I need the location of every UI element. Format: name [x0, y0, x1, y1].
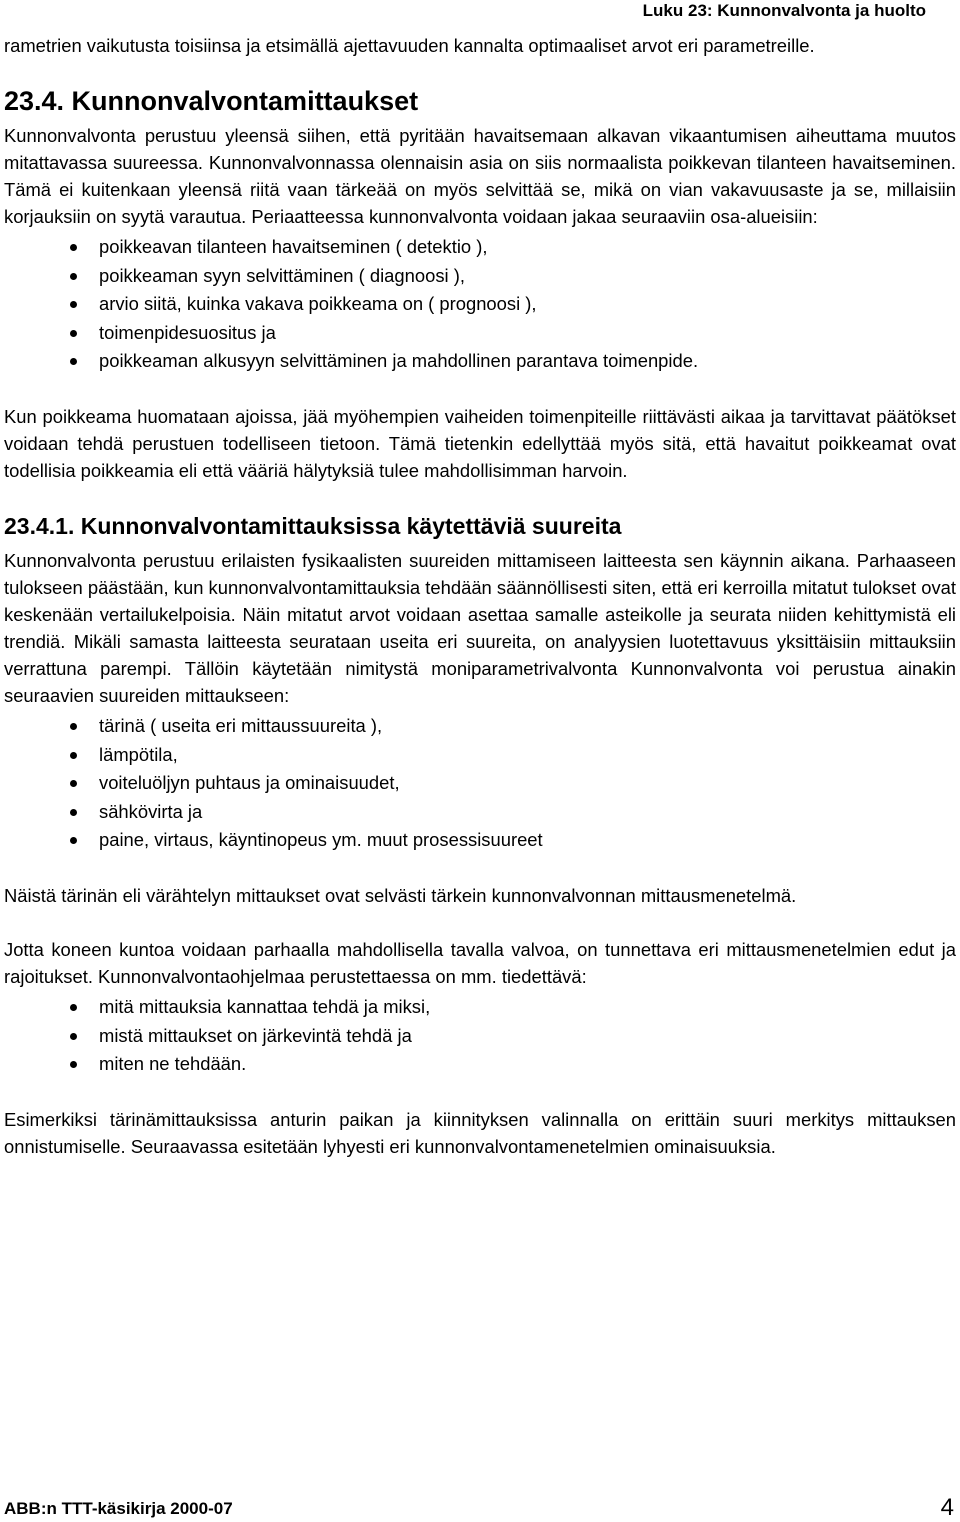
list-item: poikkeaman alkusyyn selvittäminen ja mahdollinen parantava toimenpide. — [99, 347, 956, 376]
page-number: 4 — [940, 1494, 954, 1521]
list-item: paine, virtaus, käyntinopeus ym. muut prosessisuureet — [99, 826, 956, 855]
list-item: arvio siitä, kuinka vakava poikkeama on ( prognoosi ), — [99, 290, 956, 319]
knowledge-list — [4, 993, 956, 1079]
subsection-paragraph-4: Esimerkiksi tärinämittauksissa anturin paikan ja kiinnityksen valinnalla on erittäin suuri merkitys mittauksen onnistumiselle. Seuraavassa esitetään lyhyesti eri kunnonvalvontamenetelmien ominaisuuksia. — [4, 1108, 956, 1157]
list-item: poikkeaman syyn selvittäminen ( diagnoosi ), — [99, 262, 956, 291]
list-item: sähkövirta ja — [99, 798, 956, 827]
section-paragraph-1: Kunnonvalvonta perustuu yleensä siihen, että pyritään havaitsemaan alkavan vikaantumisen aiheuttama muutos mitattavassa suureessa. Kunnonvalvonnassa olennaisin asia on siis normaalista poikkevan tilanteen havaitseminen. Tämä ei kuitenkaan yleensä riitä vaan tärkeää on myös selvittää se, mikä on vian vakavuusaste ja se, millaisiin korjauksiin on syytä varautua. Periaatteessa kunnonvalvonta voidaan jakaa seuraaviin osa-alueisiin: — [4, 125, 956, 227]
footer-document-name: ABB:n TTT-käsikirja 2000-07 — [4, 1499, 233, 1518]
page-header: Luku 23: Kunnonvalvonta ja huolto — [642, 1, 926, 20]
subsection-title: 23.4.1. Kunnonvalvontamittauksissa käytettäviä suureita — [4, 512, 622, 539]
list-item: miten ne tehdään. — [99, 1050, 956, 1079]
subsection-paragraph-2: Näistä tärinän eli värähtelyn mittaukset ovat selvästi tärkein kunnonvalvonnan mittausmenetelmä. — [4, 884, 797, 906]
intro-continuation: rametrien vaikutusta toisiinsa ja etsimällä ajettavuuden kannalta optimaaliset arvot eri parametreille. — [4, 35, 815, 56]
subareas-list — [4, 233, 956, 376]
section-paragraph-2: Kun poikkeama huomataan ajoissa, jää myöhempien vaiheiden toimenpiteille riittävästi aikaa ja tarvittavat päätökset voidaan tehdä perustuen todelliseen tietoon. Tämä tietenkin edellyttää myös sitä, että havaitut poikkeamat ovat todellisia poikkeamia eli että vääriä hälytyksiä tulee mahdollisimman harvoin. — [4, 405, 956, 481]
list-item: voiteluöljyn puhtaus ja ominaisuudet, — [99, 769, 956, 798]
list-item: mitä mittauksia kannattaa tehdä ja miksi, — [99, 993, 956, 1022]
list-item: lämpötila, — [99, 741, 956, 770]
list-item: mistä mittaukset on järkevintä tehdä ja — [99, 1022, 956, 1051]
section-title: 23.4. Kunnonvalvontamittaukset — [4, 86, 419, 116]
quantities-list — [4, 712, 956, 855]
list-item: poikkeavan tilanteen havaitseminen ( detektio ), — [99, 233, 956, 262]
subsection-paragraph-3: Jotta koneen kuntoa voidaan parhaalla mahdollisella tavalla valvoa, on tunnettava eri mittausmenetelmien edut ja rajoitukset. Kunnonvalvontaohjelmaa perustettaessa on mm. tiedettävä: — [4, 938, 956, 987]
list-item: toimenpidesuositus ja — [99, 319, 956, 348]
subsection-paragraph-1: Kunnonvalvonta perustuu erilaisten fysikaalisten suureiden mittamiseen laitteesta sen käynnin aikana. Parhaaseen tulokseen päästään, kun kunnonvalvontamittauksia tehdään säännöllisesti siten, että eri kerroilla mitatut tulokset ovat keskenään vertailukelpoisia. Näin mitatut arvot voidaan asettaa samalle asteikolle ja seurata niiden kehittymistä eli trendiä. Mikäli samasta laitteesta seurataan useita eri suureita, on analyysien luotettavuus yksittäisiin mittauksiin verrattuna parempi. Tällöin käytetään nimitystä moniparametrivalvonta Kunnonvalvonta voi perustua ainakin seuraavien suureiden mittaukseen: — [4, 549, 956, 706]
list-item: tärinä ( useita eri mittaussuureita ), — [99, 712, 956, 741]
page-content — [4, 32, 956, 1160]
